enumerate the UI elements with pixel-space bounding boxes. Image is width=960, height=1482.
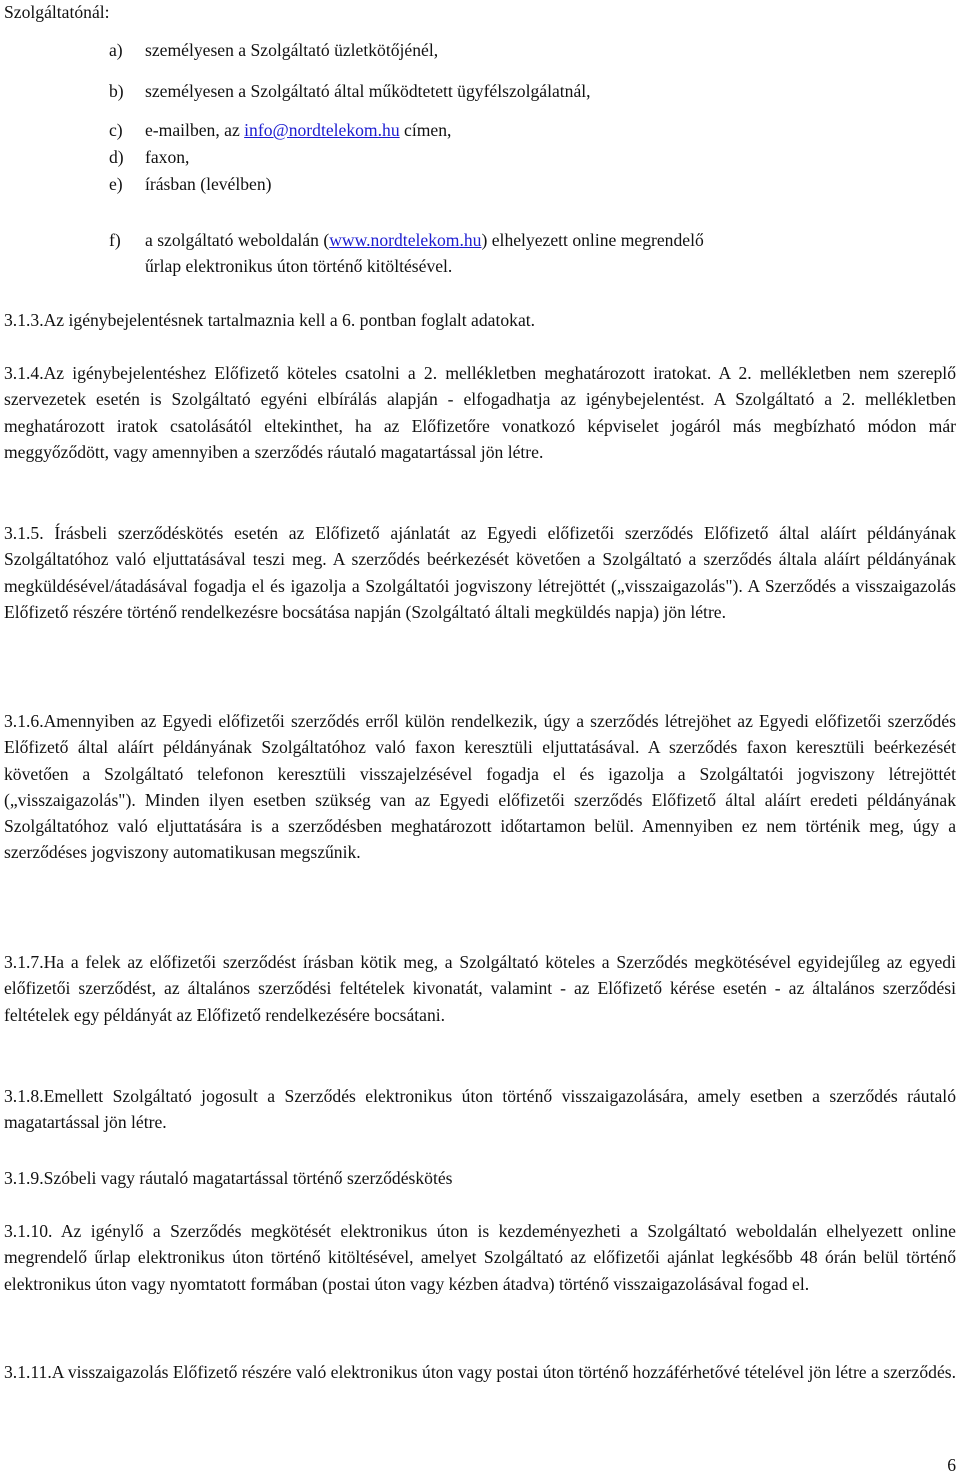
list-item — [109, 227, 929, 279]
paragraph-3-1-6 — [4, 708, 956, 866]
paragraph-number: 3.1.7. — [4, 952, 44, 972]
list-item-text: személyesen a Szolgáltató üzletkötőjénél, — [145, 40, 439, 60]
paragraph-text: Ha a felek az előfizetői szerződést írásban kötik meg, a Szolgáltató köteles a Szerződés megkötésével egyidejűleg az egyedi előfizetői szerződést, az általános szerződési feltételek kivonatát, valamint - az Előfizető kérése esetén - az általános szerződési feltételek egy példányát az Előfizető rendelkezésére bocsátani. — [4, 952, 956, 1025]
paragraph-number: 3.1.8. — [4, 1086, 44, 1106]
paragraph-number: 3.1.6. — [4, 711, 44, 731]
list-item-text: írásban (levélben) — [145, 174, 272, 194]
list-item-label: a) — [109, 40, 123, 60]
list-item — [109, 40, 438, 61]
paragraph-3-1-3 — [4, 307, 956, 333]
paragraph-text: Írásbeli szerződéskötés esetén az Előfizető ajánlatát az Egyedi előfizetői szerződés Előfizető által aláírt példányának Szolgáltatóhoz való eljuttatásával teszi meg. A szerződés beérkezését követően a Szolgáltató a szerződés általa aláírt példányának megküldésével/átadásával fogadja el és igazolja a Szolgáltatói jogviszony létrejöttét („visszaigazolás"). A Szerződés a visszaigazolás Előfizető részére történő rendelkezésre bocsátása napján (Szolgáltató általi megküldés napja) jön létre. — [4, 523, 956, 622]
paragraph-text: Szóbeli vagy ráutaló magatartással történő szerződéskötés — [43, 1168, 453, 1188]
paragraph-text: Az igénylő a Szerződés megkötését elektronikus úton is kezdeményezheti a Szolgáltató weboldalán elhelyezett online megrendelő űrlap elektronikus úton történő kitöltésével, amelyet Szolgáltató az előfizetői ajánlat legkésőbb 48 órán belül történő elektronikus úton vagy nyomtatott formában (postai úton vagy kézben átadva) történő visszaigazolásával fogad el. — [4, 1221, 956, 1294]
list-item-text: ) elhelyezett online megrendelő — [481, 230, 704, 250]
list-item-text: a szolgáltató weboldalán ( — [145, 230, 330, 250]
paragraph-3-1-9 — [4, 1165, 956, 1191]
paragraph-number: 3.1.4. — [4, 363, 44, 383]
paragraph-text: Emellett Szolgáltató jogosult a Szerződés elektronikus úton történő visszaigazolására, amely esetben a szerződés ráutaló magatartással jön létre. — [4, 1086, 956, 1133]
list-item — [109, 81, 591, 102]
paragraph-3-1-8 — [4, 1083, 956, 1136]
list-item-continuation: űrlap elektronikus úton történő kitöltésével. — [145, 256, 453, 276]
paragraph-3-1-4 — [4, 360, 956, 465]
list-item-label: b) — [109, 81, 124, 101]
paragraph-number: 3.1.3. — [4, 310, 44, 330]
list-item — [109, 120, 451, 141]
list-item-text: e-mailben, az — [145, 120, 245, 140]
list-item-label: e) — [109, 174, 123, 194]
list-item-text: faxon, — [145, 147, 190, 167]
list-item-text: személyesen a Szolgáltató által működtetett ügyfélszolgálatnál, — [145, 81, 591, 101]
paragraph-3-1-10 — [4, 1218, 956, 1297]
email-link[interactable]: info@nordtelekom.hu — [244, 120, 400, 140]
paragraph-number: 3.1.9. — [4, 1168, 44, 1188]
list-item-label: c) — [109, 120, 123, 140]
paragraph-text: Az igénybejelentéshez Előfizető köteles csatolni a 2. mellékletben meghatározott iratokat. A 2. mellékletben nem szereplő szervezetek esetén is Szolgáltató egyéni elbírálás alapján - elfogadhatja az igénybejelentést. A Szolgáltató a 2. mellékletben meghatározott iratok csatolásától eltekinthet, ha az Előfizetőre vonatkozó képviselet jogáról más megbízható módon már meggyőződött, vagy amennyiben a szerződés ráutaló magatartással jön létre. — [4, 363, 956, 462]
list-item — [109, 174, 272, 195]
paragraph-number: 3.1.11. — [4, 1362, 52, 1382]
paragraph-number: 3.1.5. — [4, 523, 44, 543]
paragraph-3-1-7 — [4, 949, 956, 1028]
paragraph-3-1-5 — [4, 520, 956, 625]
list-item — [109, 147, 189, 168]
paragraph-text: Az igénybejelentésnek tartalmaznia kell a 6. pontban foglalt adatokat. — [43, 310, 536, 330]
paragraph-number: 3.1.10. — [4, 1221, 53, 1241]
paragraph-text: A visszaigazolás Előfizető részére való elektronikus úton vagy postai úton történő hozzáférhetővé tételével jön létre a szerződés. — [51, 1362, 956, 1382]
paragraph-3-1-11 — [4, 1359, 956, 1385]
list-item-label: d) — [109, 147, 124, 167]
paragraph-text: Amennyiben az Egyedi előfizetői szerződés erről külön rendelkezik, úgy a szerződés létrejöhet az Egyedi előfizetői szerződés Előfizető által aláírt példányának Szolgáltatóhoz való faxon keresztüli eljuttatásával. A szerződés faxon keresztüli beérkezését követően a Szolgáltató telefonon keresztüli visszajelzésével fogadja el és igazolja a Szolgáltatói jogviszony létrejöttét („visszaigazolás"). Minden ilyen esetben szükség van az Egyedi előfizetői szerződés Előfizető által aláírt eredeti példányának Szolgáltatóhoz való eljuttatására is a szerződésben meghatározott időtartamon belül. Amennyiben ez nem történik meg, úgy a szerződéses jogviszony automatikusan megszűnik. — [4, 711, 956, 863]
list-item-label: f) — [109, 230, 121, 250]
list-item-text: címen, — [399, 120, 452, 140]
intro-text: Szolgáltatónál: — [4, 2, 110, 22]
page-number: 6 — [947, 1455, 956, 1475]
website-link[interactable]: www.nordtelekom.hu — [329, 230, 482, 250]
